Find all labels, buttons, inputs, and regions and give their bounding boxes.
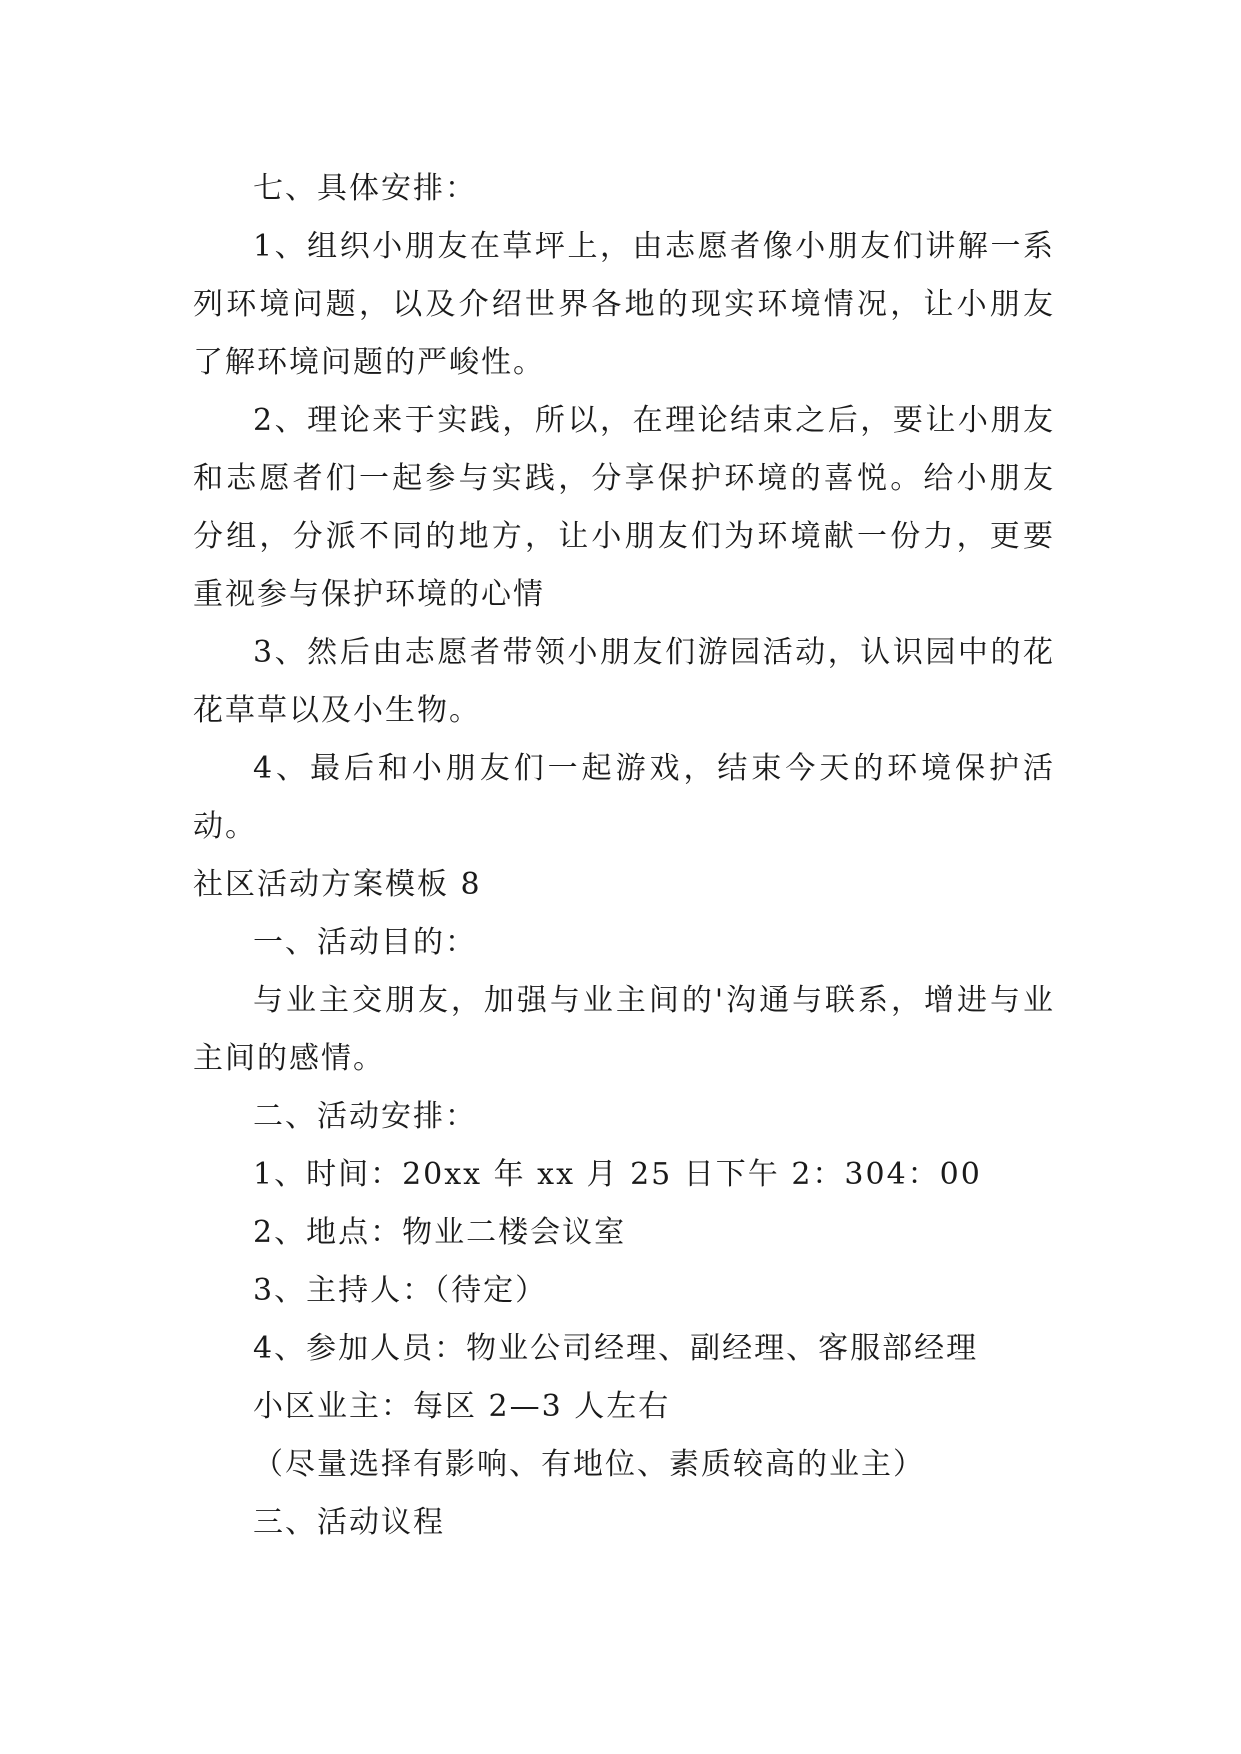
paragraph: 1、组织小朋友在草坪上，由志愿者像小朋友们讲解一系列环境问题，以及介绍世界各地的现实环境情况，让小朋友了解环境问题的严峻性。	[193, 229, 1055, 380]
document-title: 社区活动方案模板 8	[193, 867, 482, 902]
paragraph: 4、最后和小朋友们一起游戏，结束今天的环境保护活动。	[193, 751, 1055, 844]
paragraph: 2、理论来于实践，所以，在理论结束之后，要让小朋友和志愿者们一起参与实践，分享保护环境的喜悦。给小朋友分组，分派不同的地方，让小朋友们为环境献一份力，更要重视参与保护环境的心情	[193, 403, 1055, 612]
paragraph: 3、然后由志愿者带领小朋友们游园活动，认识园中的花花草草以及小生物。	[193, 635, 1055, 728]
section-heading: 三、活动议程	[253, 1505, 445, 1540]
section-heading: 七、具体安排：	[253, 171, 477, 206]
list-item: 4、参加人员：物业公司经理、副经理、客服部经理	[253, 1331, 979, 1366]
section-heading: 二、活动安排：	[253, 1099, 477, 1134]
list-item: 2、地点：物业二楼会议室	[253, 1215, 627, 1250]
paragraph: （尽量选择有影响、有地位、素质较高的业主）	[253, 1447, 925, 1482]
list-item: 1、时间：20xx 年 xx 月 25 日下午 2：304：00	[253, 1157, 982, 1192]
list-item: 小区业主：每区 2—3 人左右	[253, 1389, 671, 1424]
list-item: 3、主持人：（待定）	[253, 1273, 548, 1308]
paragraph: 与业主交朋友，加强与业主间的'沟通与联系，增进与业主间的感情。	[193, 983, 1055, 1076]
section-heading: 一、活动目的：	[253, 925, 477, 960]
document-body	[193, 160, 1055, 1552]
